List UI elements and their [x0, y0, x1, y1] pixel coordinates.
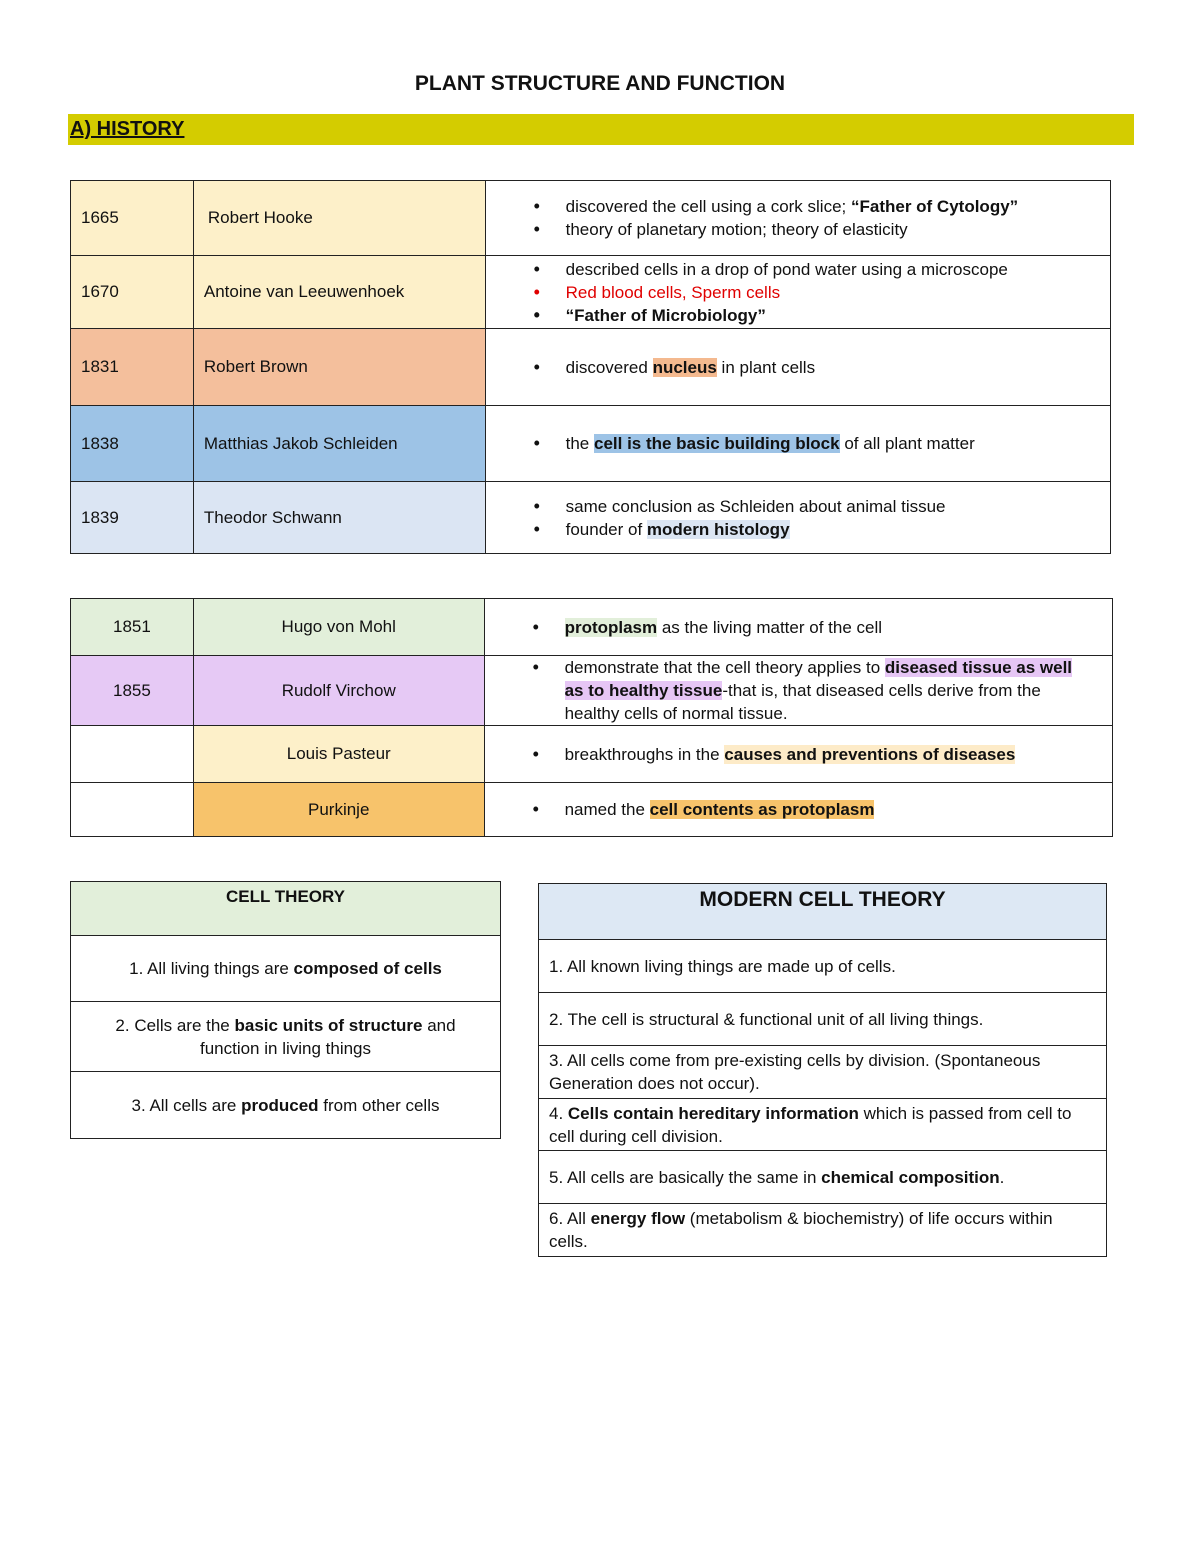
table-header-row [539, 884, 1107, 940]
contribution-cell [484, 783, 1112, 837]
modern-cell-theory-item: 5. All cells are basically the same in chemical composition. [539, 1151, 1107, 1204]
scientist-name: Matthias Jakob Schleiden [193, 406, 485, 482]
table-row [539, 1151, 1107, 1204]
cell-theory-item: 1. All living things are composed of cells [71, 936, 501, 1002]
year-cell: 1851 [71, 599, 194, 656]
scientist-name: Rudolf Virchow [193, 656, 484, 726]
table-row [71, 726, 1113, 783]
list-item: • Red blood cells, Sperm cells [566, 281, 1110, 304]
list-item: • demonstrate that the cell theory applies to diseased tissue as well as to healthy tissue-that is, that diseased cells derive from the healthy cells of normal tissue. [565, 656, 1092, 725]
contribution-cell [485, 406, 1110, 482]
table-row [539, 940, 1107, 993]
scientist-name: Purkinje [193, 783, 484, 837]
modern-cell-theory-item: 1. All known living things are made up of cells. [539, 940, 1107, 993]
table-row [71, 256, 1111, 329]
contribution-cell [485, 256, 1110, 329]
table-row [71, 406, 1111, 482]
history-table-1 [70, 180, 1111, 554]
contribution-cell [484, 599, 1112, 656]
table-row [71, 329, 1111, 406]
scientist-name: Antoine van Leeuwenhoek [193, 256, 485, 329]
table-row [539, 1204, 1107, 1257]
cell-theory-table [70, 881, 501, 1139]
list-item: • theory of planetary motion; theory of elasticity [566, 218, 1110, 241]
section-bar [68, 114, 1134, 145]
contribution-cell [484, 726, 1112, 783]
list-item: • discovered the cell using a cork slice; “Father of Cytology” [566, 195, 1110, 218]
history-table-2 [70, 598, 1113, 837]
table-row [71, 1072, 501, 1139]
list-item: • described cells in a drop of pond water using a microscope [566, 258, 1110, 281]
modern-cell-theory-item: 4. Cells contain hereditary information which is passed from cell to cell during cell division. [539, 1099, 1107, 1151]
table-row [71, 482, 1111, 554]
modern-cell-theory-table [538, 883, 1107, 1257]
table-row [71, 1002, 501, 1072]
cell-theory-header: CELL THEORY [71, 882, 501, 936]
year-cell [71, 783, 194, 837]
contribution-cell [485, 482, 1110, 554]
scientist-name: Robert Brown [193, 329, 485, 406]
year-cell: 1831 [71, 329, 194, 406]
list-item: • same conclusion as Schleiden about animal tissue [566, 495, 1110, 518]
table-header-row [71, 882, 501, 936]
contribution-cell [485, 181, 1110, 256]
year-cell [71, 726, 194, 783]
cell-theory-item: 3. All cells are produced from other cells [71, 1072, 501, 1139]
table-row [539, 993, 1107, 1046]
cell-theory-item: 2. Cells are the basic units of structure and function in living things [71, 1002, 501, 1072]
page-title: PLANT STRUCTURE AND FUNCTION [414, 72, 786, 95]
scientist-name: Hugo von Mohl [193, 599, 484, 656]
table-row [539, 1046, 1107, 1099]
table-row [71, 783, 1113, 837]
year-cell: 1838 [71, 406, 194, 482]
list-item: • founder of modern histology [566, 518, 1110, 541]
list-item: • named the cell contents as protoplasm [565, 798, 1112, 821]
year-cell: 1670 [71, 256, 194, 329]
table-row [71, 936, 501, 1002]
scientist-name: Theodor Schwann [193, 482, 485, 554]
table-row [71, 599, 1113, 656]
modern-cell-theory-header: MODERN CELL THEORY [539, 884, 1107, 940]
table-row [539, 1099, 1107, 1151]
year-cell: 1839 [71, 482, 194, 554]
modern-cell-theory-item: 3. All cells come from pre-existing cells by division. (Spontaneous Generation does not occur). [539, 1046, 1107, 1099]
scientist-name: Robert Hooke [193, 181, 485, 256]
contribution-cell [485, 329, 1110, 406]
list-item: • discovered nucleus in plant cells [566, 356, 1110, 379]
list-item: • breakthroughs in the causes and preventions of diseases [565, 743, 1112, 766]
section-heading: A) HISTORY [70, 118, 185, 140]
year-cell: 1665 [71, 181, 194, 256]
modern-cell-theory-item: 6. All energy flow (metabolism & biochemistry) of life occurs within cells. [539, 1204, 1107, 1257]
table-row [71, 656, 1113, 726]
modern-cell-theory-item: 2. The cell is structural & functional unit of all living things. [539, 993, 1107, 1046]
list-item: • protoplasm as the living matter of the cell [565, 616, 1112, 639]
list-item: • “Father of Microbiology” [566, 304, 1110, 327]
scientist-name: Louis Pasteur [193, 726, 484, 783]
table-row [71, 181, 1111, 256]
year-cell: 1855 [71, 656, 194, 726]
contribution-cell [484, 656, 1112, 726]
list-item: • the cell is the basic building block of all plant matter [566, 432, 1110, 455]
